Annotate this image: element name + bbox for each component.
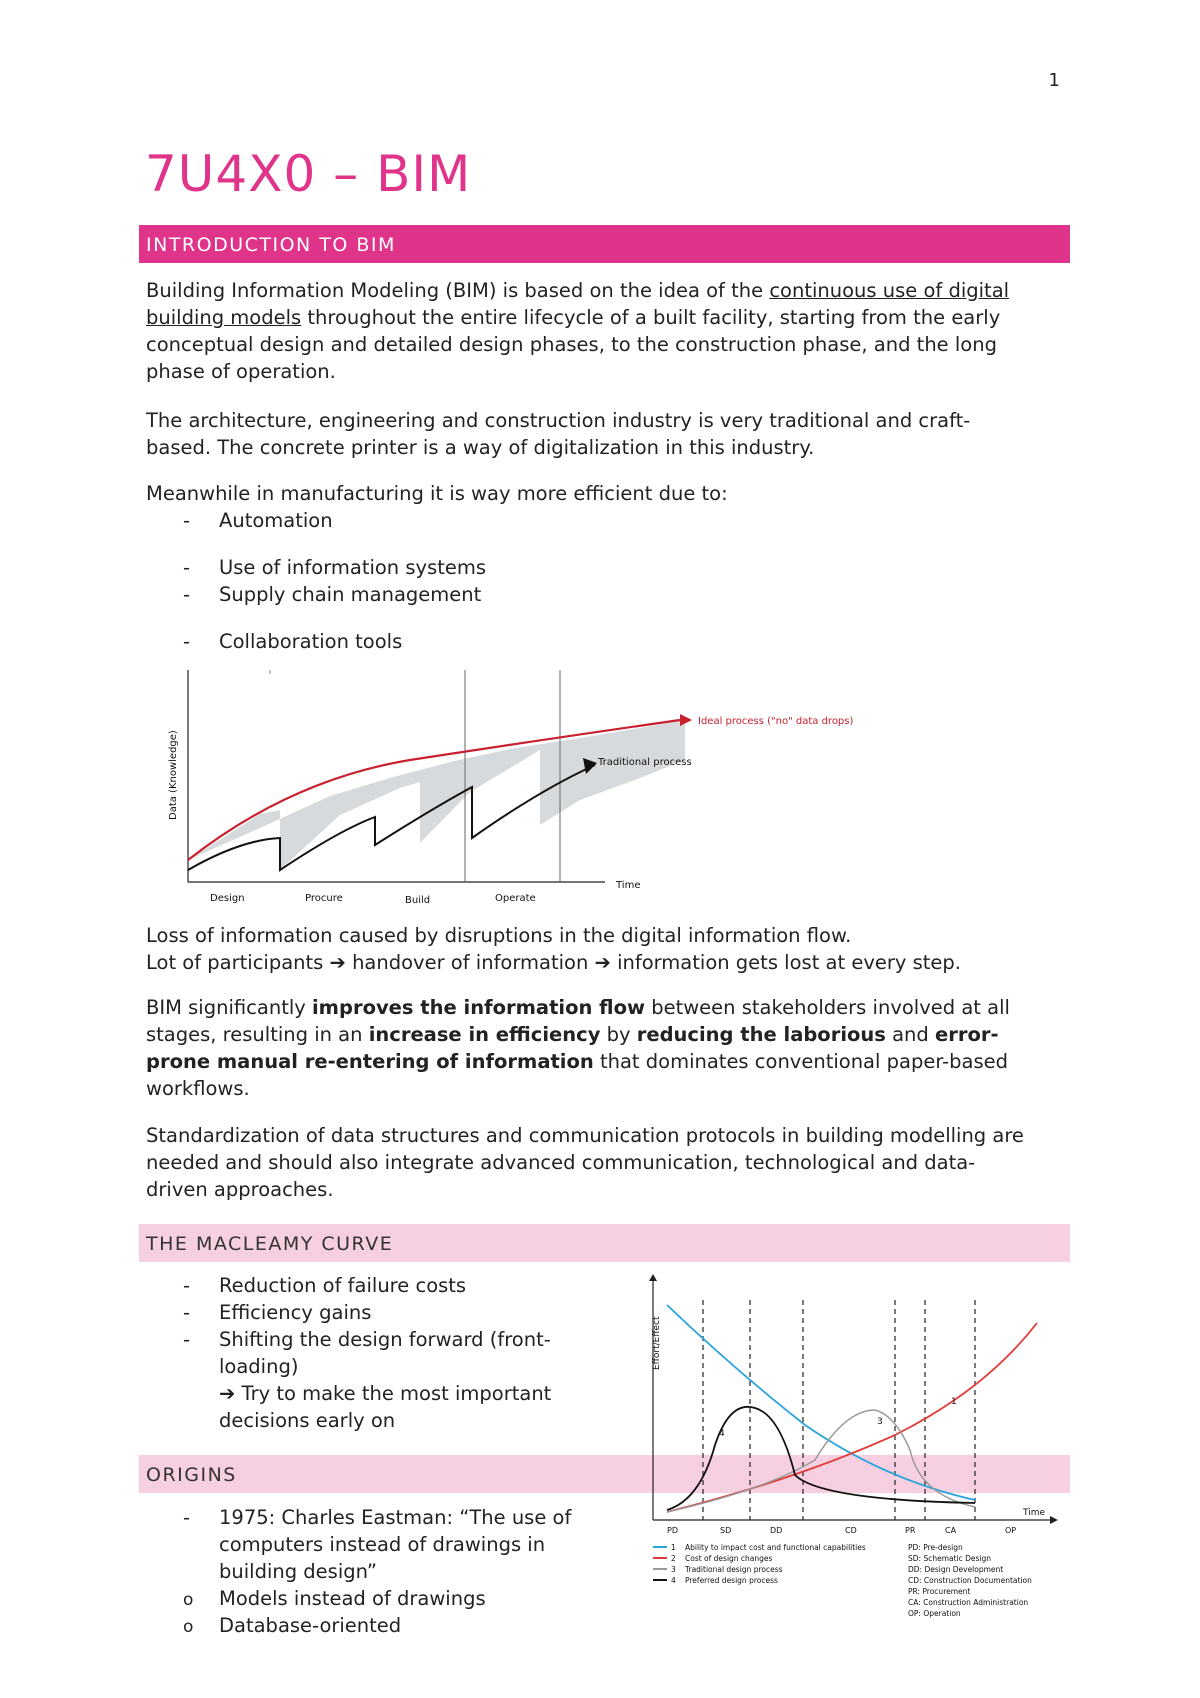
- phase-legend: PR: Procurement: [908, 1587, 971, 1596]
- list-item: - Automation: [183, 509, 333, 532]
- phase-legend: SD: Schematic Design: [908, 1554, 992, 1563]
- section-heading-intro: INTRODUCTION TO BIM: [139, 225, 1070, 263]
- y-axis-arrowhead: [649, 1274, 657, 1281]
- list-item: - Supply chain management: [183, 583, 482, 606]
- series-4-curve: [667, 1407, 975, 1510]
- curve-label-1: 1: [951, 1397, 957, 1407]
- manufacturing-list: [146, 507, 486, 655]
- tick-label-pd: PD: [667, 1526, 678, 1535]
- page-number: 1: [1048, 70, 1060, 91]
- phase-legend: CA: Construction Administration: [908, 1598, 1029, 1607]
- tick-label-operate: Operate: [495, 893, 536, 904]
- legend-description-3: Traditional design process: [685, 1565, 783, 1574]
- intro-paragraph-2: The architecture, engineering and construction industry is very traditional and craft- based. The concrete printer is a way of digitalization in this industry.: [146, 409, 971, 459]
- x-axis-arrowhead: [1050, 1516, 1058, 1524]
- standardization-paragraph: Standardization of data structures and communication protocols in building modelling are needed and should also integrate advanced communication, technological and data- driven approaches.: [146, 1124, 1024, 1201]
- x-axis-label: Time: [1023, 1508, 1046, 1518]
- phase-legend: DD: Design Development: [908, 1565, 1004, 1574]
- phase-legend: OP: Operation: [908, 1609, 961, 1618]
- legend-description-2: Cost of design changes: [685, 1554, 773, 1563]
- intro-paragraph-1: Building Information Modeling (BIM) is based on the idea of the continuous use of digital building models throughout the entire lifecycle of a built facility, starting from the early conceptual design and detailed design phases, to the construction phase, and the long phase of operation.: [146, 279, 1010, 383]
- information-loss-area: [188, 720, 685, 870]
- tick-label-op: OP: [1005, 1526, 1017, 1535]
- curve-label-3: 3: [877, 1417, 883, 1427]
- info-loss-paragraph: Loss of information caused by disruptions in the digital information flow. Lot of participants ➔ handover of information ➔ information gets lost at every step.: [146, 924, 962, 974]
- legend-number-2: 2: [671, 1554, 676, 1563]
- legend-number-4: 4: [671, 1576, 676, 1585]
- legend-description-1: Ability to impact cost and functional capabilities: [685, 1543, 866, 1552]
- series-1-curve: [667, 1305, 975, 1500]
- phase-legend: CD: Construction Documentation: [908, 1576, 1032, 1585]
- list-item: - Reduction of failure costs: [183, 1274, 467, 1297]
- tick-label-pr: PR: [905, 1526, 916, 1535]
- tick-label-dd: DD: [770, 1526, 783, 1535]
- ideal-arrowhead: [680, 714, 692, 726]
- origins-list: [146, 1504, 571, 1639]
- legend-number-1: 1: [671, 1543, 676, 1552]
- ideal-legend: Ideal process ("no" data drops): [698, 716, 854, 727]
- list-item: - Use of information systems: [183, 556, 487, 579]
- curve-label-4: 4: [719, 1429, 725, 1439]
- phase-legend: PD: Pre-design: [908, 1543, 963, 1552]
- x-axis-label: Time: [616, 880, 641, 891]
- list-item: - Collaboration tools: [183, 630, 403, 653]
- tick-label-build: Build: [405, 895, 431, 906]
- tick-label-sd: SD: [720, 1526, 732, 1535]
- section-heading-origins: ORIGINS: [139, 1455, 1070, 1493]
- list-item: - Shifting the design forward (front- loading) ➔ Try to make the most important decisions early on: [183, 1328, 552, 1432]
- data-knowledge-chart: [160, 660, 854, 910]
- macleamy-list: [146, 1272, 551, 1434]
- origins-sub-list: [146, 1585, 571, 1639]
- tick-label-ca: CA: [945, 1526, 957, 1535]
- traditional-legend: Traditional process: [598, 757, 692, 768]
- bim-benefits-paragraph: BIM significantly improves the information flow between stakeholders involved at all stages, resulting in an increase in efficiency by reducing the laborious and error- prone manual re-entering of information that dominates conventional paper-based workflows.: [146, 996, 1010, 1100]
- series-3-curve: [667, 1410, 975, 1512]
- list-item: - 1975: Charles Eastman: “The use of computers instead of drawings in building design” o Models instead of drawings o Database-oriented: [146, 1504, 571, 1639]
- section-heading-macleamy: THE MACLEAMY CURVE: [139, 1224, 1070, 1262]
- intro-paragraph-3: Meanwhile in manufacturing it is way more efficient due to:: [146, 482, 728, 505]
- tick-label-design: Design: [210, 893, 245, 904]
- tick-label-procure: Procure: [305, 893, 343, 904]
- phase-dividers: [703, 1300, 975, 1520]
- y-axis-label: Effort/Effect: [652, 1316, 662, 1370]
- document-title: 7U4X0 – BIM: [145, 145, 472, 203]
- legend-number-3: 3: [671, 1565, 676, 1574]
- list-item: o Models instead of drawings: [183, 1587, 486, 1610]
- list-item: o Database-oriented: [183, 1614, 402, 1637]
- list-item: - Efficiency gains: [183, 1301, 372, 1324]
- macleamy-curve-chart: [645, 1275, 1070, 1625]
- tick-label-cd: CD: [845, 1526, 857, 1535]
- legend-description-4: Preferred design process: [685, 1576, 778, 1585]
- y-axis-label: Data (Knowledge): [168, 730, 179, 820]
